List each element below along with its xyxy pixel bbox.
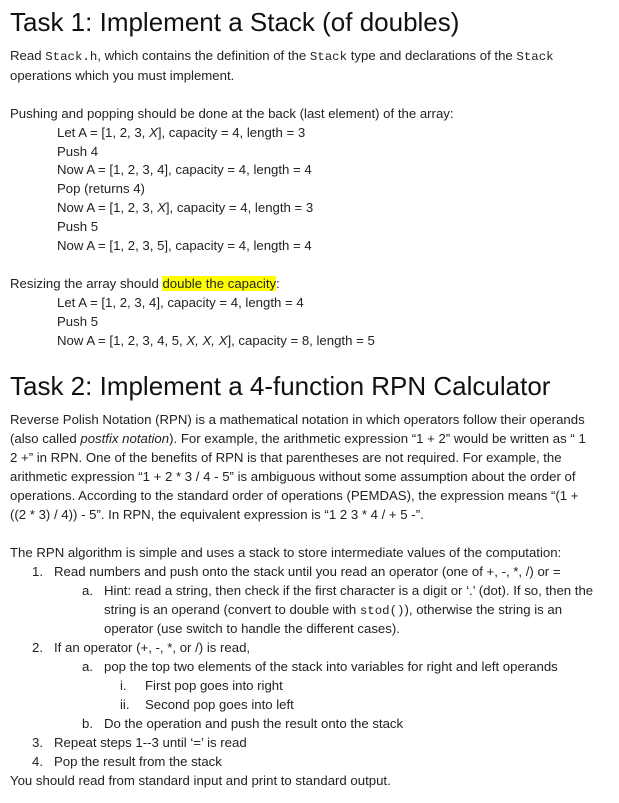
task2-heading: Task 2: Implement a 4-function RPN Calculator bbox=[10, 371, 551, 402]
rpn-description: Reverse Polish Notation (RPN) is a mathematical notation in which operators follow their operands (also called postfix notation). For example, the arithmetic expression “1 + 2” would be written as “ 1 2 +” in RPN. One of the benefits of RPN is that parentheses are not required. For example, the arithmetic expression “1 + 2 * 3 / 4 - 5” is ambiguous without some assumption about the order of operations. According to the standard order of operations (PEMDAS), the expression means “(1 + ((2 * 3) / 4)) - 5”. In RPN, the equivalent expression is “1 2 3 * 4 / + 5 -”. bbox=[10, 412, 586, 522]
algorithm-intro: The RPN algorithm is simple and uses a stack to store intermediate values of the computation: bbox=[10, 544, 562, 560]
task1-intro bbox=[10, 47, 610, 86]
step-3: 3. Repeat steps 1--3 until ‘=’ is read bbox=[32, 734, 247, 750]
task1-heading: Task 1: Implement a Stack (of doubles) bbox=[10, 7, 460, 37]
step-2a-i: i. First pop goes into right bbox=[120, 678, 283, 694]
double-capacity-highlight: double the capacity bbox=[162, 275, 277, 291]
push-pop-intro: Pushing and popping should be done at the back (last element) of the array: bbox=[10, 105, 454, 121]
example1-line: Now A = [1, 2, 3, X], capacity = 4, length = 3 bbox=[57, 200, 314, 216]
document bbox=[10, 0, 610, 791]
example1-line: Let A = [1, 2, 3, X], capacity = 4, length = 3 bbox=[57, 124, 306, 140]
example1-line: Now A = [1, 2, 3, 5], capacity = 4, length = 4 bbox=[57, 238, 312, 254]
example1-line: Pop (returns 4) bbox=[57, 181, 145, 197]
intro-middle2: type and declarations of the bbox=[347, 48, 517, 63]
stod-code: stod() bbox=[359, 603, 405, 618]
example1-line: Now A = [1, 2, 3, 4], capacity = 4, length = 4 bbox=[57, 162, 312, 178]
intro-end: operations which you must implement. bbox=[10, 67, 235, 83]
intro-read: Read bbox=[10, 48, 46, 63]
example2-block bbox=[10, 294, 610, 351]
example1-line: Push 5 bbox=[57, 219, 99, 235]
example1-block bbox=[10, 124, 610, 256]
step-4: 4. Pop the result from the stack bbox=[32, 753, 222, 769]
closing-note: You should read from standard input and print to standard output. bbox=[10, 772, 391, 788]
stack-type-code: Stack bbox=[309, 50, 348, 64]
step-1a: a. Hint: read a string, then check if the first character is a digit or ‘.’ (dot). If so, then the string is an operand (convert to double with stod()), otherwise the string is an operator (use switch to handle the different cases). bbox=[82, 582, 594, 637]
stack-type-code-2: Stack bbox=[516, 50, 554, 64]
step-2a-ii: ii. Second pop goes into left bbox=[120, 697, 294, 713]
example1-line: Push 4 bbox=[57, 143, 99, 159]
stack-h-code: Stack.h bbox=[45, 50, 98, 64]
step-1: 1. Read numbers and push onto the stack until you read an operator (one of +, -, *, /) or = bbox=[32, 563, 561, 579]
intro-middle1: , which contains the definition of the bbox=[97, 48, 310, 63]
example2-line: Push 5 bbox=[57, 313, 99, 329]
step-2a: a. pop the top two elements of the stack into variables for right and left operands bbox=[82, 659, 558, 675]
resize-intro: Resizing the array should double the capacity: bbox=[10, 275, 280, 291]
example2-line: Now A = [1, 2, 3, 4, 5, X, X, X], capacity = 8, length = 5 bbox=[57, 332, 375, 348]
step-2: 2. If an operator (+, -, *, or /) is read, bbox=[32, 640, 251, 656]
example2-line: Let A = [1, 2, 3, 4], capacity = 4, length = 4 bbox=[57, 294, 304, 310]
step-2b: b. Do the operation and push the result onto the stack bbox=[82, 715, 404, 731]
